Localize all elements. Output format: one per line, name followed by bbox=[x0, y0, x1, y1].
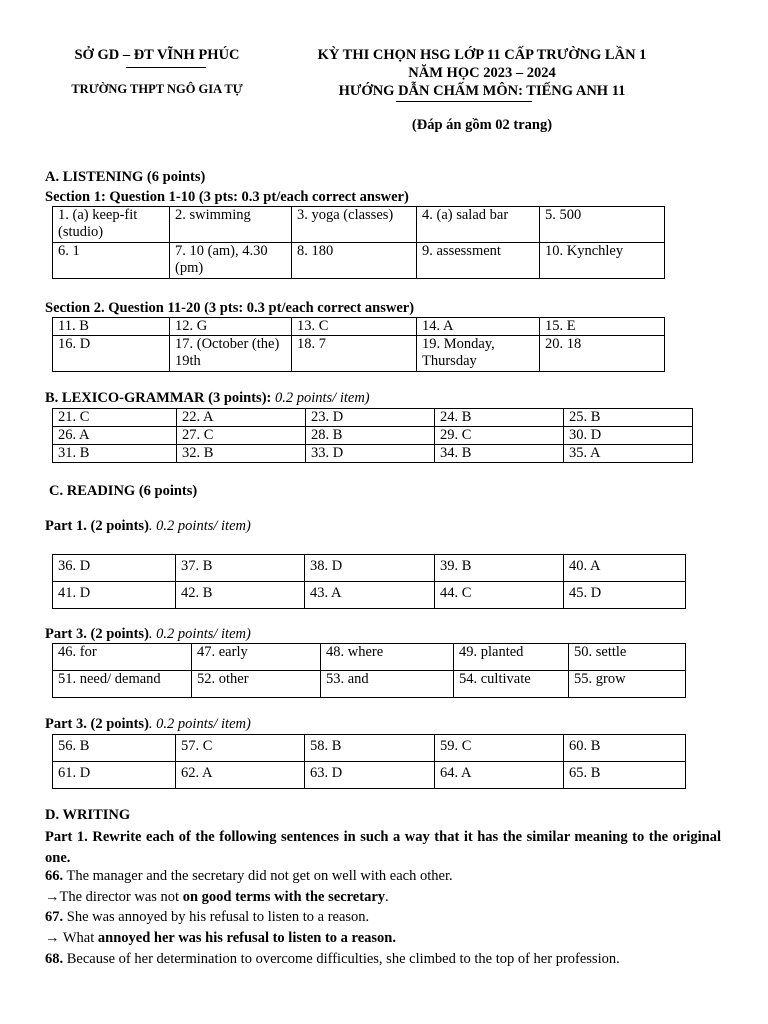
answer-cell: 47. early bbox=[192, 644, 321, 671]
answer-cell: 56. B bbox=[53, 735, 176, 762]
answer-cell: 7. 10 (am), 4.30 (pm) bbox=[170, 243, 292, 279]
answer-cell: 49. planted bbox=[454, 644, 569, 671]
answer-cell: 35. A bbox=[564, 445, 693, 463]
listening-section1-table bbox=[52, 206, 665, 279]
answer-66 bbox=[45, 889, 721, 906]
answer-cell: 41. D bbox=[53, 582, 176, 609]
answer-cell: 54. cultivate bbox=[454, 671, 569, 698]
answer-cell: 65. B bbox=[564, 762, 686, 789]
answer-cell: 15. E bbox=[540, 318, 665, 336]
answer-cell: 2. swimming bbox=[170, 207, 292, 243]
listening-section1-title: Section 1: Question 1-10 (3 pts: 0.3 pt/each correct answer) bbox=[45, 189, 409, 205]
answer-cell: 52. other bbox=[192, 671, 321, 698]
answer-cell: 42. B bbox=[176, 582, 305, 609]
answer-cell: 50. settle bbox=[569, 644, 686, 671]
answer-cell: 28. B bbox=[306, 427, 435, 445]
answer-key-text: on good terms with the secretary bbox=[182, 889, 386, 905]
answer-cell: 24. B bbox=[435, 409, 564, 427]
answer-cell: 32. B bbox=[177, 445, 306, 463]
answer-cell: 53. and bbox=[321, 671, 454, 698]
table-row bbox=[53, 644, 686, 671]
question-number: 66. bbox=[45, 868, 64, 884]
arrow-icon: → bbox=[45, 889, 60, 905]
lexico-title-line bbox=[45, 390, 370, 407]
question-text: She was annoyed by his refusal to listen to a reason. bbox=[63, 909, 370, 925]
answer-cell: 18. 7 bbox=[292, 336, 417, 372]
answer-cell: 30. D bbox=[564, 427, 693, 445]
answer-cell: 40. A bbox=[564, 555, 686, 582]
page-count-note: (Đáp án gồm 02 trang) bbox=[411, 117, 553, 133]
table-row bbox=[53, 409, 693, 427]
answer-cell: 64. A bbox=[435, 762, 564, 789]
reading-part2-title: Part 3. (2 points) bbox=[45, 626, 149, 642]
question-number: 67. bbox=[45, 909, 64, 925]
answer-cell: 1. (a) keep-fit (studio) bbox=[53, 207, 170, 243]
department-name: SỞ GD – ĐT VĨNH PHÚC bbox=[74, 47, 240, 63]
answer-cell: 62. A bbox=[176, 762, 305, 789]
question-text: The manager and the secretary did not get on well with each other. bbox=[63, 868, 453, 884]
answer-cell: 44. C bbox=[435, 582, 564, 609]
table-row bbox=[53, 336, 665, 372]
reading-part3-note: . 0.2 points/ item) bbox=[148, 716, 251, 732]
lexico-table bbox=[52, 408, 693, 463]
answer-cell: 37. B bbox=[176, 555, 305, 582]
answer-cell: 45. D bbox=[564, 582, 686, 609]
answer-cell: 31. B bbox=[53, 445, 177, 463]
answer-end: . bbox=[385, 889, 389, 905]
answer-cell: 17. (October (the) 19th bbox=[170, 336, 292, 372]
answer-67 bbox=[45, 930, 721, 947]
answer-cell: 11. B bbox=[53, 318, 170, 336]
question-text: Because of her determination to overcome difficulties, she climbed to the top of her profession. bbox=[63, 951, 620, 967]
answer-cell: 34. B bbox=[435, 445, 564, 463]
answer-cell: 13. C bbox=[292, 318, 417, 336]
reading-part2-title-line bbox=[45, 626, 251, 643]
lexico-points-note: 0.2 points/ item) bbox=[271, 390, 370, 406]
answer-cell: 16. D bbox=[53, 336, 170, 372]
answer-cell: 8. 180 bbox=[292, 243, 417, 279]
answer-cell: 59. C bbox=[435, 735, 564, 762]
listening-section2-title: Section 2. Question 11-20 (3 pts: 0.3 pt/each correct answer) bbox=[45, 300, 415, 316]
answer-cell: 4. (a) salad bar bbox=[417, 207, 540, 243]
answer-cell: 12. G bbox=[170, 318, 292, 336]
question-66 bbox=[45, 868, 721, 885]
table-row bbox=[53, 671, 686, 698]
exam-title: KỲ THI CHỌN HSG LỚP 11 CẤP TRƯỜNG LẦN 1 bbox=[317, 47, 647, 63]
question-number: 68. bbox=[45, 951, 64, 967]
table-row bbox=[53, 318, 665, 336]
arrow-icon: → bbox=[45, 930, 60, 946]
answer-cell: 25. B bbox=[564, 409, 693, 427]
reading-part2-note: . 0.2 points/ item) bbox=[148, 626, 251, 642]
answer-cell: 29. C bbox=[435, 427, 564, 445]
answer-cell: 20. 18 bbox=[540, 336, 665, 372]
answer-cell: 6. 1 bbox=[53, 243, 170, 279]
answer-cell: 39. B bbox=[435, 555, 564, 582]
listening-title: A. LISTENING (6 points) bbox=[45, 169, 206, 185]
answer-cell: 63. D bbox=[305, 762, 435, 789]
answer-key-text: annoyed her was his refusal to listen to a reason. bbox=[97, 930, 396, 946]
answer-cell: 38. D bbox=[305, 555, 435, 582]
lexico-title: B. LEXICO-GRAMMAR (3 points): bbox=[45, 390, 272, 406]
table-row bbox=[53, 427, 693, 445]
department-underline bbox=[126, 67, 206, 68]
answer-cell: 48. where bbox=[321, 644, 454, 671]
question-67 bbox=[45, 909, 721, 926]
table-row bbox=[53, 582, 686, 609]
table-row bbox=[53, 207, 665, 243]
table-row bbox=[53, 243, 665, 279]
school-year: NĂM HỌC 2023 – 2024 bbox=[408, 65, 556, 81]
answer-cell: 5. 500 bbox=[540, 207, 665, 243]
reading-part1-table bbox=[52, 554, 686, 609]
writing-part1-instruction: Part 1. Rewrite each of the following sentences in such a way that it has the similar meaning to the original one. bbox=[45, 829, 721, 866]
answer-cell: 22. A bbox=[177, 409, 306, 427]
answer-text: The director was not bbox=[59, 889, 183, 905]
question-68 bbox=[45, 951, 721, 968]
answer-cell: 19. Monday, Thursday bbox=[417, 336, 540, 372]
listening-section2-table bbox=[52, 317, 665, 372]
answer-cell: 26. A bbox=[53, 427, 177, 445]
reading-part1-note: . 0.2 points/ item) bbox=[148, 518, 251, 534]
table-row bbox=[53, 735, 686, 762]
subject-title: HƯỚNG DẪN CHẤM MÔN: TIẾNG ANH 11 bbox=[338, 83, 626, 99]
reading-title: C. READING (6 points) bbox=[49, 483, 198, 499]
table-row bbox=[53, 762, 686, 789]
answer-text: What bbox=[59, 930, 98, 946]
answer-cell: 43. A bbox=[305, 582, 435, 609]
answer-cell: 51. need/ demand bbox=[53, 671, 192, 698]
answer-cell: 21. C bbox=[53, 409, 177, 427]
reading-part2-table bbox=[52, 643, 686, 698]
answer-cell: 55. grow bbox=[569, 671, 686, 698]
school-name: TRƯỜNG THPT NGÔ GIA TỰ bbox=[71, 82, 243, 96]
answer-cell: 36. D bbox=[53, 555, 176, 582]
reading-part1-title: Part 1. (2 points) bbox=[45, 518, 149, 534]
answer-cell: 14. A bbox=[417, 318, 540, 336]
table-row bbox=[53, 445, 693, 463]
answer-cell: 46. for bbox=[53, 644, 192, 671]
answer-cell: 9. assessment bbox=[417, 243, 540, 279]
answer-cell: 10. Kynchley bbox=[540, 243, 665, 279]
answer-cell: 58. B bbox=[305, 735, 435, 762]
answer-cell: 3. yoga (classes) bbox=[292, 207, 417, 243]
answer-cell: 57. C bbox=[176, 735, 305, 762]
reading-part1-title-line bbox=[45, 518, 251, 535]
writing-title: D. WRITING bbox=[45, 807, 131, 823]
subject-underline bbox=[396, 101, 532, 102]
reading-part3-table bbox=[52, 734, 686, 789]
answer-cell: 23. D bbox=[306, 409, 435, 427]
reading-part3-title: Part 3. (2 points) bbox=[45, 716, 149, 732]
table-row bbox=[53, 555, 686, 582]
answer-cell: 61. D bbox=[53, 762, 176, 789]
reading-part3-title-line bbox=[45, 716, 251, 733]
answer-cell: 60. B bbox=[564, 735, 686, 762]
answer-cell: 27. C bbox=[177, 427, 306, 445]
answer-cell: 33. D bbox=[306, 445, 435, 463]
